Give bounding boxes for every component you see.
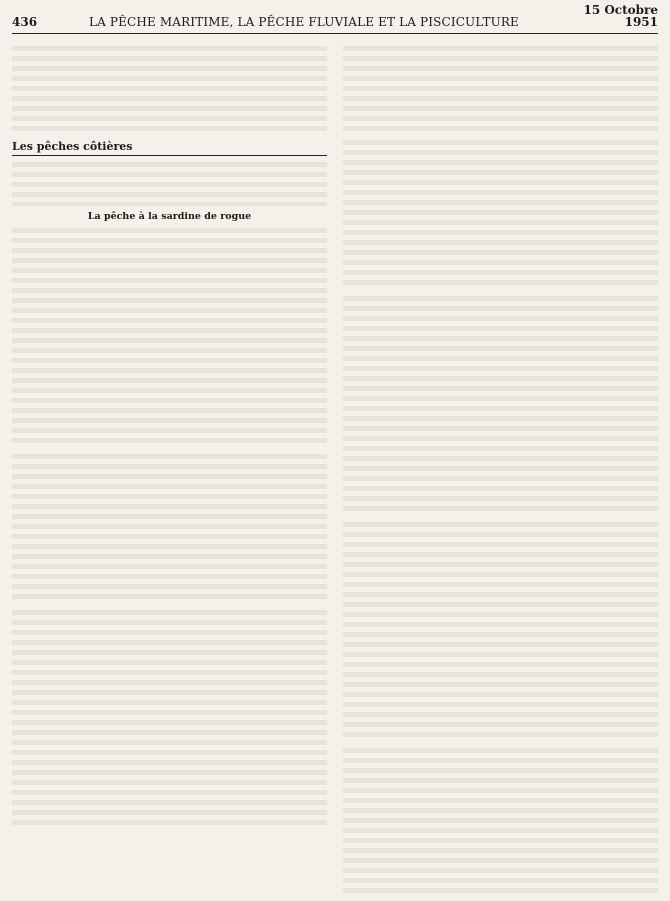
two-column-layout (12, 46, 658, 896)
text-line-placeholder (12, 46, 327, 134)
text-line-placeholder (343, 296, 658, 516)
body-text-placeholder (343, 522, 658, 742)
text-line-placeholder (343, 522, 658, 742)
body-text-placeholder (12, 454, 327, 604)
header-rule (12, 33, 658, 34)
page-header (12, 3, 658, 29)
body-text-placeholder (12, 46, 327, 134)
section-heading: Les pêches côtières (12, 142, 327, 156)
text-line-placeholder (12, 454, 327, 604)
right-column (343, 46, 658, 896)
journal-title: LA PÊCHE MARITIME, LA PÊCHE FLUVIALE ET LA PISCICULTURE (89, 15, 519, 29)
issue-date: 15 Octobre 1951 (583, 3, 658, 29)
body-text-placeholder (12, 228, 327, 448)
body-text-placeholder (12, 610, 327, 830)
body-text-placeholder (343, 46, 658, 134)
text-line-placeholder (12, 162, 327, 206)
page-number: 436 (12, 15, 38, 29)
text-line-placeholder (12, 228, 327, 448)
text-line-placeholder (343, 748, 658, 896)
body-text-placeholder (343, 140, 658, 290)
text-line-placeholder (343, 46, 658, 134)
body-text-placeholder (343, 748, 658, 896)
subsection-heading: La pêche à la sardine de rogue (87, 210, 252, 222)
body-text-placeholder (343, 296, 658, 516)
text-line-placeholder (12, 610, 327, 830)
left-column (12, 46, 327, 896)
body-text-placeholder (12, 162, 327, 206)
text-line-placeholder (343, 140, 658, 290)
